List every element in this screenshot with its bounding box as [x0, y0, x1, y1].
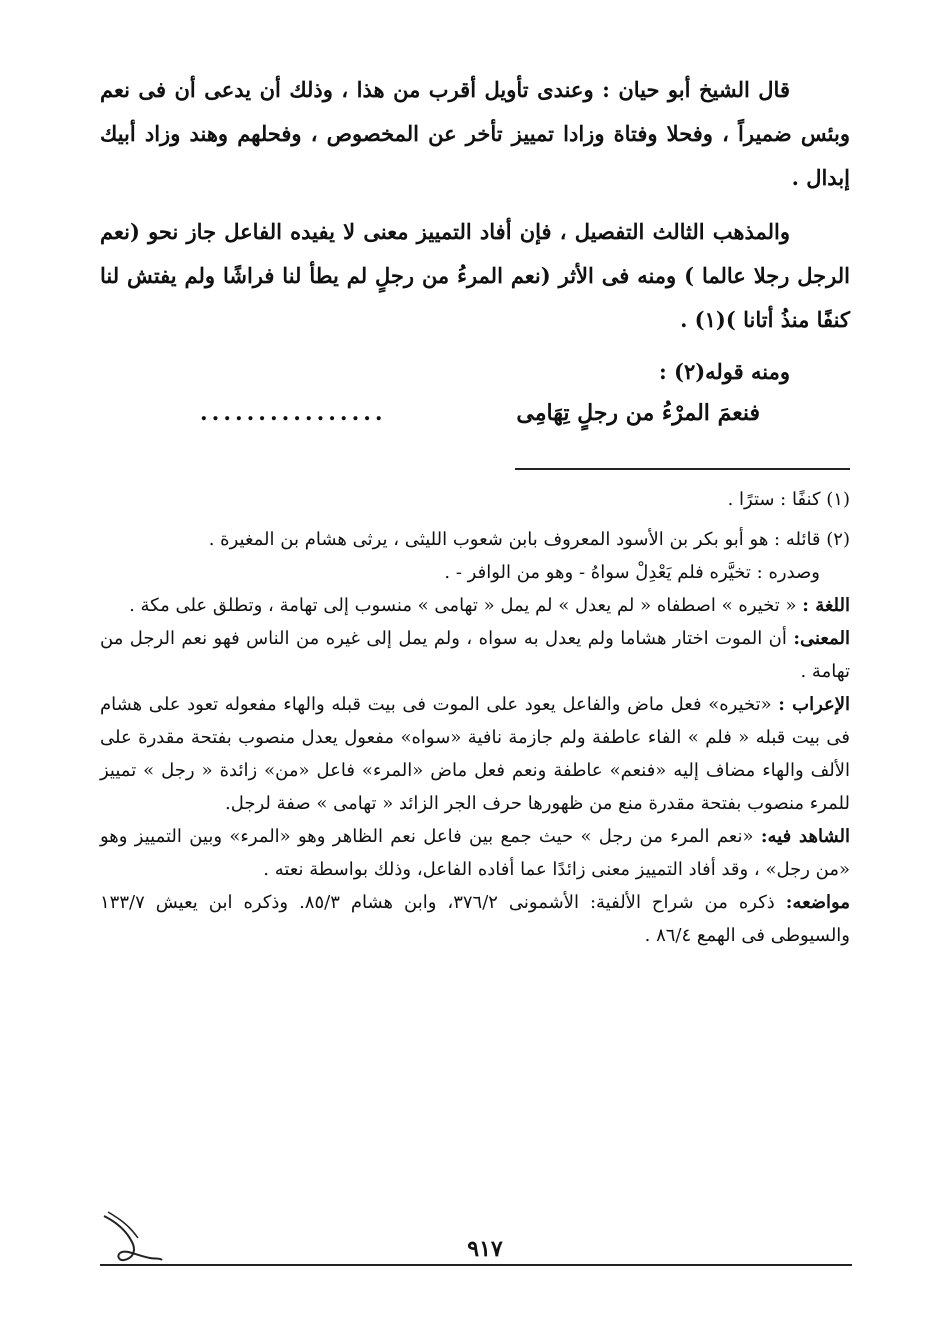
- footnote-irab: [100, 688, 850, 820]
- mana-label: المعنى:: [793, 628, 850, 649]
- lugha-text: « تخيره » اصطفاه « لم يعدل » لم يمل « تهامى » منسوب إلى تهامة ، وتطلق على مكة .: [129, 595, 797, 616]
- irab-text: «تخيره» فعل ماض والفاعل يعود على الموت فى بيت قبله والهاء مفعوله تعود على هشام فى بيت قبله « فلم » الفاء عاطفة ولم جازمة نافية «سواه» مفعول يعدل منصوب بفتحة مقدرة على الألف والهاء مضاف إليه «فنعم» عاطفة ونعم فعل ماض «المرء» فاعل «من» زائدة « رجل » تمييز للمرء منصوب بفتحة مقدرة منع من ظهورها حرف الجر الزائد « تهامى » صفة لرجل.: [100, 694, 850, 814]
- paragraph-text: والمذهب الثالث التفصيل ، فإن أفاد التمييز معنى لا يفيده الفاعل جاز نحو (نعم الرجل رجلا عالما ) ومنه فى الأثر (نعم المرءُ من رجلٍ لم يطأ لنا فراشًا ولم يفتش لنا كنفًا منذُ أتانا )(١) .: [100, 219, 850, 332]
- irab-label: الإعراب :: [778, 694, 851, 715]
- footnote-shahid: [100, 820, 850, 886]
- shahid-text: «نعم المرء من رجل » حيث جمع بين فاعل نعم الظاهر وهو «المرء» وبين التمييز وهو «من رجل» ، وقد أفاد التمييز معنى زائدًا عما أفاده الفاعل، وذلك بواسطة نعته .: [100, 826, 850, 880]
- footnote-lugha: [100, 589, 850, 622]
- page-number: ٩١٧: [467, 1236, 503, 1262]
- shahid-label: الشاهد فيه:: [760, 826, 851, 847]
- footnote-separator: [515, 468, 850, 470]
- footnote-1: [100, 483, 850, 516]
- mawadi-label: مواضعه:: [785, 892, 850, 913]
- footnote-1-text: (١) كنفًا : سترًا .: [727, 489, 850, 510]
- lugha-label: اللغة :: [802, 595, 850, 616]
- bottom-rule: [100, 1264, 852, 1266]
- paragraph-text: قال الشيخ أبو حيان : وعندى تأويل أقرب من هذا ، وذلك أن يدعى أن فى نعم وبئس ضميراً ، وفحلا وفتاة وزادا تمييز تأخر عن المخصوص ، وفحلهم وهند وزاد أبيك إبدال .: [100, 77, 850, 190]
- paragraph-third-view: [100, 210, 850, 342]
- footnote-mana: [100, 622, 850, 688]
- verse-intro: [100, 350, 850, 394]
- verse-second-hemistich: فنعمَ المرْءُ من رجلٍ تِهَامِى: [516, 400, 760, 426]
- footnote-mawadi: [100, 886, 850, 952]
- verse-omitted-first-hemistich: ................: [200, 400, 387, 426]
- footnote-2-line: (٢) قائله : هو أبو بكر بن الأسود المعروف بابن شعوب الليثى ، يرثى هشام بن المغيرة .: [208, 529, 850, 550]
- verse-intro-text: ومنه قوله(٢) :: [658, 359, 790, 384]
- paragraph-abu-hayyan: [100, 68, 850, 200]
- poetry-verse: [200, 400, 760, 426]
- mawadi-text: ذكره من شراح الألفية: الأشمونى ٣٧٦/٢، وابن هشام ٨٥/٣. وذكره ابن يعيش ١٣٣/٧ والسيوطى فى الهمع ٨٦/٤ .: [100, 892, 850, 946]
- page-ornament-icon: [98, 1208, 164, 1268]
- footnote-2-line: وصدره : تخيَّره فلم يَعْدِلْ سواهُ - وهو من الوافر - .: [444, 562, 820, 583]
- footnote-2: [100, 523, 850, 952]
- mana-text: أن الموت اختار هشاما ولم يعدل به سواه ، ولم يمل إلى غيره من الناس فهو نعم الرجل من تهامة .: [100, 628, 850, 682]
